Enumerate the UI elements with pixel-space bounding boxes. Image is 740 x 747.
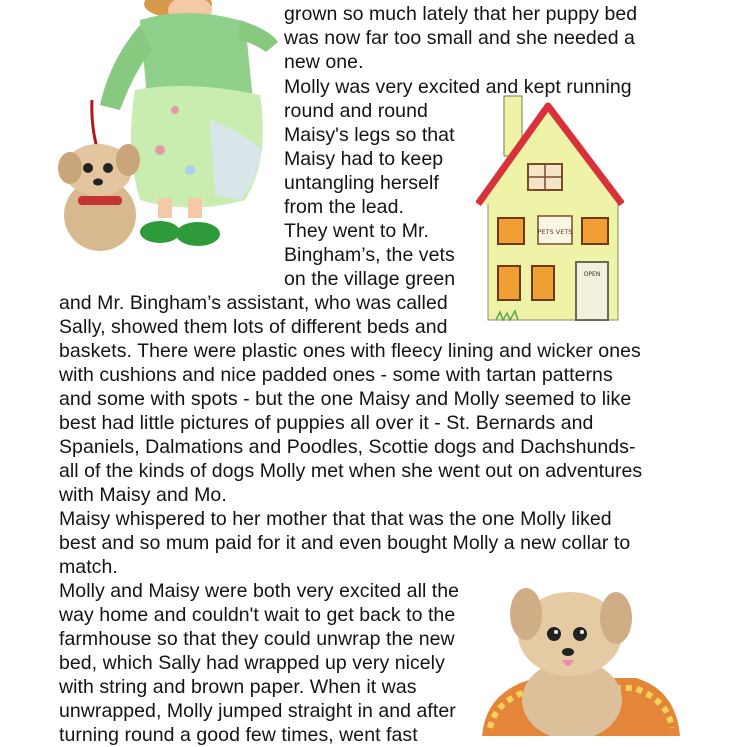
story-line: bed, which Sally had wrapped up very nicely	[59, 652, 445, 674]
pets-vets-house-illustration	[476, 94, 624, 324]
story-line: grown so much lately that her puppy bed	[284, 3, 638, 25]
story-line: Molly and Maisy were both very excited all the	[59, 580, 460, 602]
story-line: best had little pictures of puppies all over it - St. Bernards and	[59, 412, 594, 434]
story-line: farmhouse so that they could unwrap the new	[59, 628, 455, 650]
story-line: new one.	[284, 51, 364, 73]
story-line: Sally, showed them lots of different beds and	[59, 316, 448, 338]
story-line: untangling herself	[284, 172, 439, 194]
house-sign-text: PETS VETS	[537, 228, 573, 236]
story-line: Molly was very excited and kept running	[284, 76, 632, 98]
story-line: way home and couldn't wait to get back to the	[59, 604, 456, 626]
house-door-sign: OPEN	[583, 271, 601, 278]
story-line: with cushions and nice padded ones - some with tartan patterns	[59, 364, 613, 386]
story-line: was now far too small and she needed a	[284, 27, 635, 49]
story-line: Maisy had to keep	[284, 148, 444, 170]
story-line: with string and brown paper. When it was	[59, 676, 417, 698]
story-line: and Mr. Bingham’s assistant, who was called	[59, 292, 448, 314]
story-line: best and so mum paid for it and even bought Molly a new collar to	[59, 532, 631, 554]
story-line: They went to Mr.	[284, 220, 429, 242]
story-line: baskets. There were plastic ones with fleecy lining and wicker ones	[59, 340, 641, 362]
story-line: Maisy whispered to her mother that that was the one Molly liked	[59, 508, 612, 530]
story-line: Spaniels, Dalmations and Poodles, Scottie dogs and Dachshunds-	[59, 436, 636, 458]
story-line: match.	[59, 556, 118, 578]
story-line: unwrapped, Molly jumped straight in and after	[59, 700, 456, 722]
puppy-in-bed-illustration	[476, 578, 682, 736]
story-line: all of the kinds of dogs Molly met when she went out on adventures	[59, 460, 643, 482]
story-line: Maisy's legs so that	[284, 124, 455, 146]
story-line: from the lead.	[284, 196, 404, 218]
story-line: with Maisy and Mo.	[59, 484, 227, 506]
story-line: turning round a good few times, went fast	[59, 724, 418, 746]
story-line: on the village green	[284, 268, 456, 290]
story-line: and some with spots - but the one Maisy and Molly seemed to like	[59, 388, 632, 410]
story-line: round and round	[284, 100, 428, 122]
doll-with-puppy-illustration	[40, 0, 280, 262]
story-line: Bingham’s, the vets	[284, 244, 455, 266]
